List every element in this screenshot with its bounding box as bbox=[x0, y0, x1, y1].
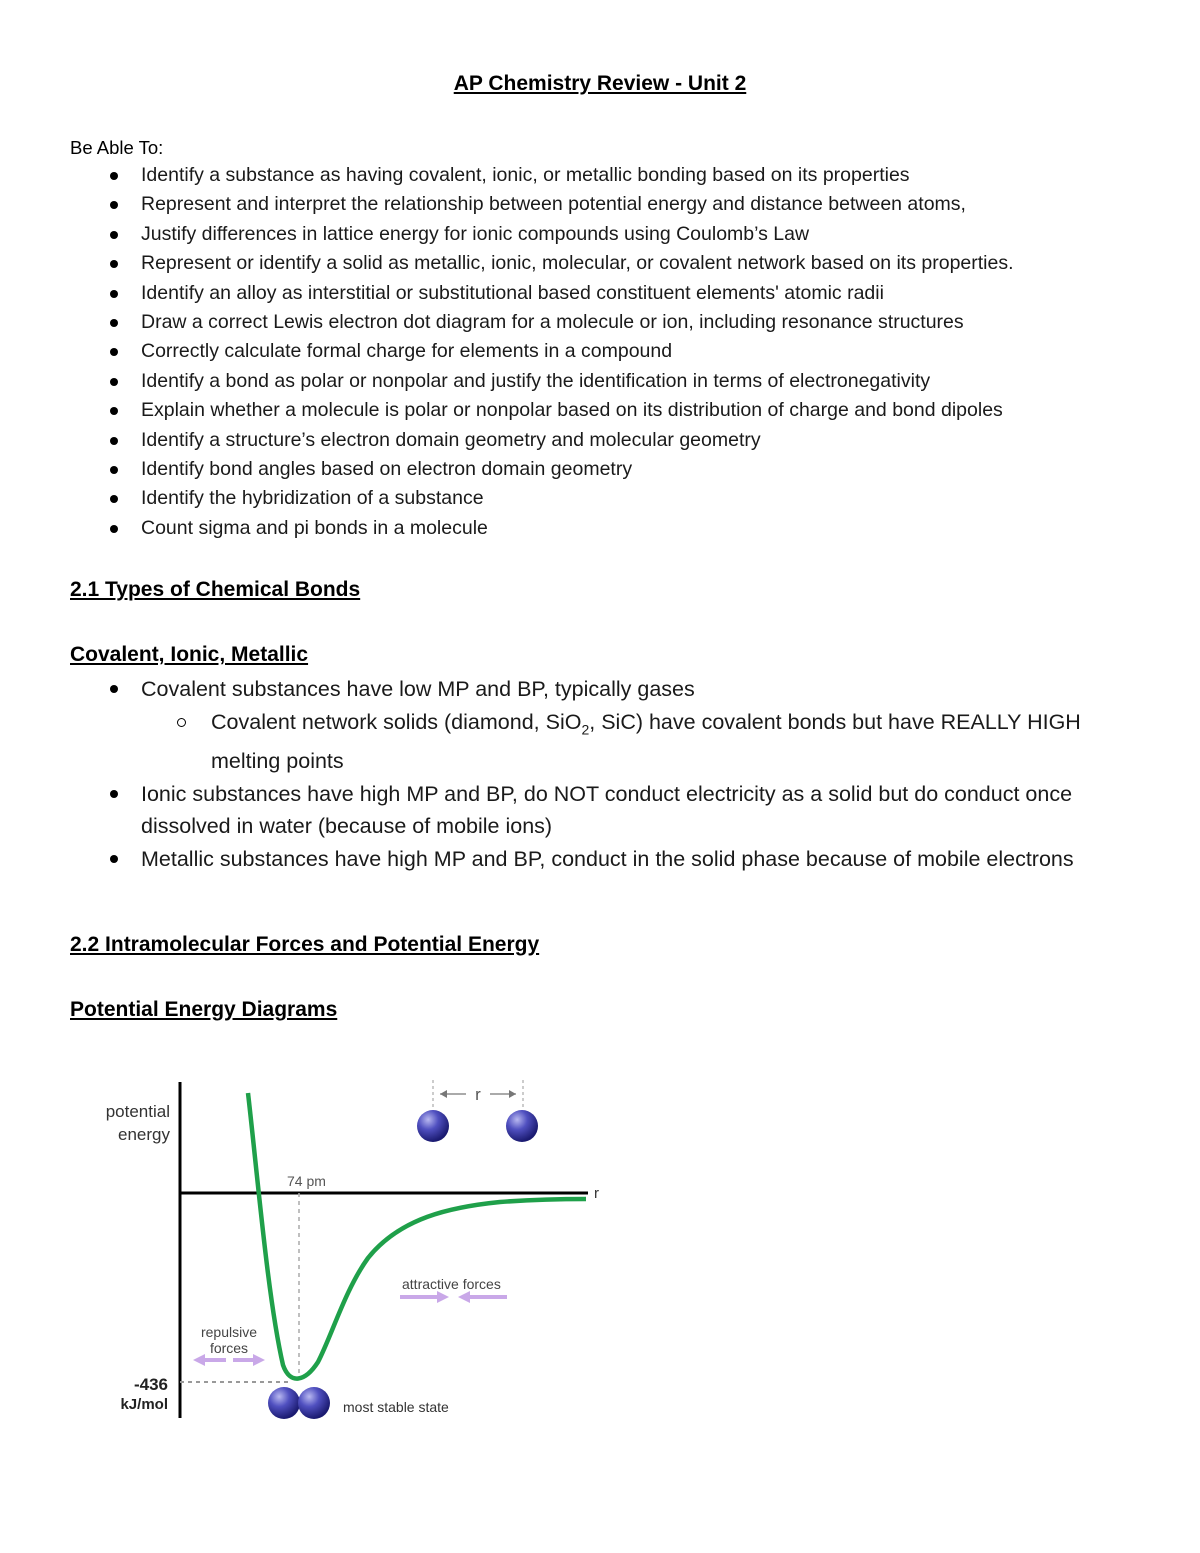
objectives-list bbox=[70, 162, 1014, 544]
separation-arrowhead-left bbox=[440, 1090, 447, 1098]
x-axis-label: r bbox=[594, 1185, 599, 1202]
attractive-arrowhead-right bbox=[437, 1291, 449, 1303]
bullet-metallic: Metallic substances have high MP and BP, conduct in the solid phase because of mobile electrons bbox=[70, 843, 1150, 876]
network-text-before: Covalent network solids (diamond, SiO bbox=[211, 709, 582, 734]
objective-item: Count sigma and pi bonds in a molecule bbox=[70, 515, 1014, 544]
separation-label: r bbox=[475, 1085, 481, 1104]
objective-item: Identify the hybridization of a substance bbox=[70, 485, 1014, 514]
objective-item: Represent or identify a solid as metallic, ionic, molecular, or covalent network based on its properties. bbox=[70, 250, 1014, 279]
intro-text: Be Able To: bbox=[70, 137, 164, 158]
repulsive-forces-label-line2: forces bbox=[209, 1340, 249, 1356]
objective-item: Identify a structure’s electron domain geometry and molecular geometry bbox=[70, 427, 1014, 456]
objective-item: Correctly calculate formal charge for elements in a compound bbox=[70, 338, 1014, 367]
y-axis-label-line2: energy bbox=[118, 1125, 170, 1144]
objective-item: Draw a correct Lewis electron dot diagram for a molecule or ion, including resonance structures bbox=[70, 309, 1014, 338]
repulsive-arrowhead-left bbox=[193, 1354, 205, 1366]
network-text-after: , SiC) have covalent bonds but have REALLY HIGH melting points bbox=[211, 709, 1081, 774]
objective-item: Explain whether a molecule is polar or nonpolar based on its distribution of charge and bond dipoles bbox=[70, 397, 1014, 426]
section-heading-2-2: 2.2 Intramolecular Forces and Potential Energy bbox=[70, 933, 540, 956]
network-subscript: 2 bbox=[581, 720, 590, 737]
repulsive-forces-label-line1: repulsive bbox=[200, 1324, 258, 1340]
objective-item: Identify a substance as having covalent, ionic, or metallic bonding based on its properties bbox=[70, 162, 1014, 191]
section-heading-2-1: 2.1 Types of Chemical Bonds bbox=[70, 578, 361, 601]
atom-left bbox=[417, 1110, 449, 1142]
repulsive-arrowhead-right bbox=[253, 1354, 265, 1366]
bonded-atom-right bbox=[298, 1387, 330, 1419]
minimum-energy-unit: kJ/mol bbox=[120, 1396, 168, 1413]
bullet-ionic: Ionic substances have high MP and BP, do NOT conduct electricity as a solid but do conduct once dissolved in water (because of mobile ions) bbox=[70, 778, 1150, 843]
objective-item: Identify an alloy as interstitial or substitutional based constituent elements' atomic radii bbox=[70, 280, 1014, 309]
bullet-covalent: Covalent substances have low MP and BP, typically gases bbox=[70, 673, 1150, 706]
attractive-forces-label: attractive forces bbox=[402, 1276, 501, 1292]
subheading-covalent-ionic-metallic: Covalent, Ionic, Metallic bbox=[70, 643, 309, 666]
atom-right bbox=[506, 1110, 538, 1142]
subheading-potential-energy-diagrams: Potential Energy Diagrams bbox=[70, 998, 338, 1021]
bonded-atom-left bbox=[268, 1387, 300, 1419]
attractive-arrowhead-left bbox=[458, 1291, 470, 1303]
potential-energy-diagram bbox=[90, 1068, 630, 1428]
bond-types-list bbox=[70, 673, 1150, 875]
separation-arrowhead-right bbox=[509, 1090, 516, 1098]
objective-item: Identify bond angles based on electron domain geometry bbox=[70, 456, 1014, 485]
objective-item: Justify differences in lattice energy for ionic compounds using Coulomb’s Law bbox=[70, 221, 1014, 250]
minimum-energy-value: -436 bbox=[133, 1375, 168, 1394]
bullet-covalent-network bbox=[70, 706, 1150, 778]
y-axis-label-line1: potential bbox=[105, 1102, 170, 1121]
objective-item: Represent and interpret the relationship between potential energy and distance between atoms, bbox=[70, 191, 1014, 220]
objective-item: Identify a bond as polar or nonpolar and justify the identification in terms of electronegativity bbox=[70, 368, 1014, 397]
bond-length-label: 74 pm bbox=[287, 1173, 326, 1189]
document-title: AP Chemistry Review - Unit 2 bbox=[453, 72, 747, 95]
most-stable-state-label: most stable state bbox=[343, 1399, 449, 1415]
